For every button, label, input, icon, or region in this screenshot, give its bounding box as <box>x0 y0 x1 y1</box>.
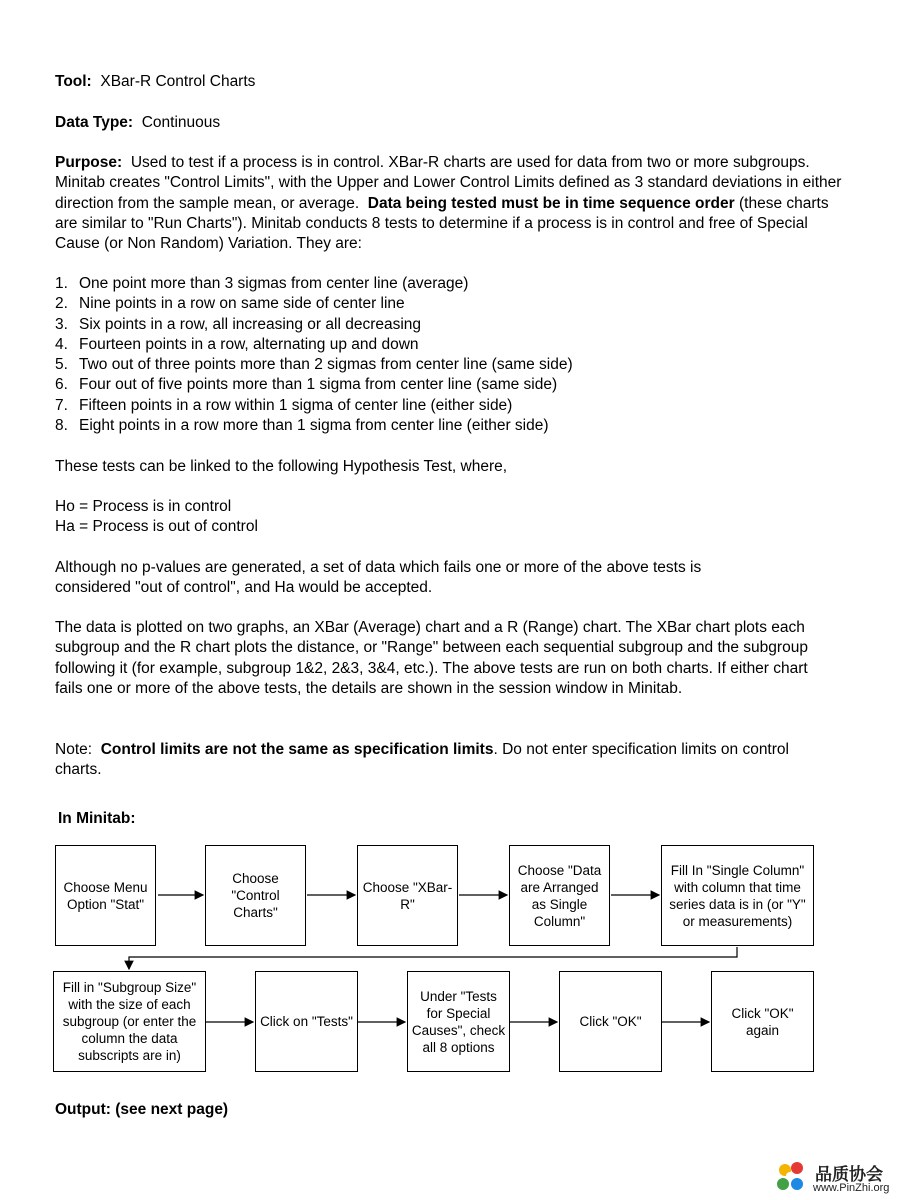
list-item: 7. Fifteen points in a row within 1 sigma of center line (either side) <box>55 396 513 414</box>
data-type-value: Continuous <box>141 114 221 131</box>
tool-value: XBar-R Control Charts <box>100 73 256 90</box>
note-emphasis: Control limits are not the same as specification limits <box>100 741 494 758</box>
flow-step-fill-column: Fill In "Single Column" with column that time series data is in (or "Y" or measurements) <box>661 845 814 946</box>
alt-hypothesis: Ha = Process is out of control <box>55 518 258 535</box>
list-item: 1. One point more than 3 sigmas from center line (average) <box>55 275 469 292</box>
flow-step-single-column: Choose "Data are Arranged as Single Column" <box>509 845 610 946</box>
flow-step-click-ok-again: Click "OK" again <box>711 971 814 1072</box>
list-item: 3. Six points in a row, all increasing or all decreasing <box>55 315 422 333</box>
flow-step-xbar-r: Choose "XBar-R" <box>357 845 458 946</box>
arrow-connector <box>129 947 737 969</box>
tool-label: Tool: <box>55 73 92 90</box>
watermark-name: 品质协会 <box>815 1165 883 1185</box>
list-item: 6. Four out of five points more than 1 sigma from center line (same side) <box>55 376 558 394</box>
flow-step-click-ok: Click "OK" <box>559 971 662 1072</box>
flow-step-check-options: Under "Tests for Special Causes", check all 8 options <box>407 971 510 1072</box>
hypothesis-intro: These tests can be linked to the following Hypothesis Test, where, <box>55 458 508 475</box>
output-line: Output: (see next page) <box>55 1101 229 1118</box>
watermark-url: www.PinZhi.org <box>813 1182 890 1194</box>
plot-paragraph: The data is plotted on two graphs, an XBar (Average) chart and a R (Range) chart. The XBar chart plots each subgroup and the R chart plots the distance, or "Range" between each sequential subgroup and the subgroup following it (for example, subgroup 1&2, 2&3, 3&4, etc.). The above tests are run on both charts. If either chart fails one or more of the above tests, the details are shown in the session window in Minitab. <box>55 619 808 697</box>
purpose-label: Purpose: <box>55 154 123 171</box>
purpose-emphasis: Data being tested must be in time sequence order <box>367 194 735 212</box>
list-item: 5. Two out of three points more than 2 sigmas from center line (same side) <box>55 356 573 374</box>
flow-step-control-charts: Choose "Control Charts" <box>205 845 306 946</box>
note-label: Note: <box>55 741 93 758</box>
list-item: 4. Fourteen points in a row, alternating up and down <box>55 335 419 353</box>
pvalue-paragraph: Although no p-values are generated, a set of data which fails one or more of the above tests is considered "out of control", and Ha would be accepted. <box>55 559 702 597</box>
minitab-heading: In Minitab: <box>58 810 136 827</box>
note-text: . Do not enter specification limits on control charts. <box>55 741 789 779</box>
list-item: 8. Eight points in a row more than 1 sigma from center line (either side) <box>55 417 549 435</box>
purpose-text: Used to test if a process is in control. XBar-R charts are used for data from two or more subgroups. Minitab creates "Control Limits", with the Upper and Lower Control Limits defined as 3 standard deviations in either direction from the sample mean, or average. <box>55 154 842 212</box>
list-item: 2. Nine points in a row on same side of center line <box>55 295 405 313</box>
purpose-text-cont: (these charts are similar to "Run Charts"). Minitab conducts 8 tests to determine if a process is in control and free of Special Cause (or Non Random) Variation. They are: <box>55 194 829 253</box>
flow-step-choose-stat: Choose Menu Option "Stat" <box>55 845 156 946</box>
data-type-label: Data Type: <box>55 114 134 131</box>
null-hypothesis: Ho = Process is in control <box>55 498 232 515</box>
flow-step-click-tests: Click on "Tests" <box>255 971 358 1072</box>
flow-step-subgroup-size: Fill in "Subgroup Size" with the size of each subgroup (or enter the column the data subscripts are in) <box>53 971 206 1072</box>
